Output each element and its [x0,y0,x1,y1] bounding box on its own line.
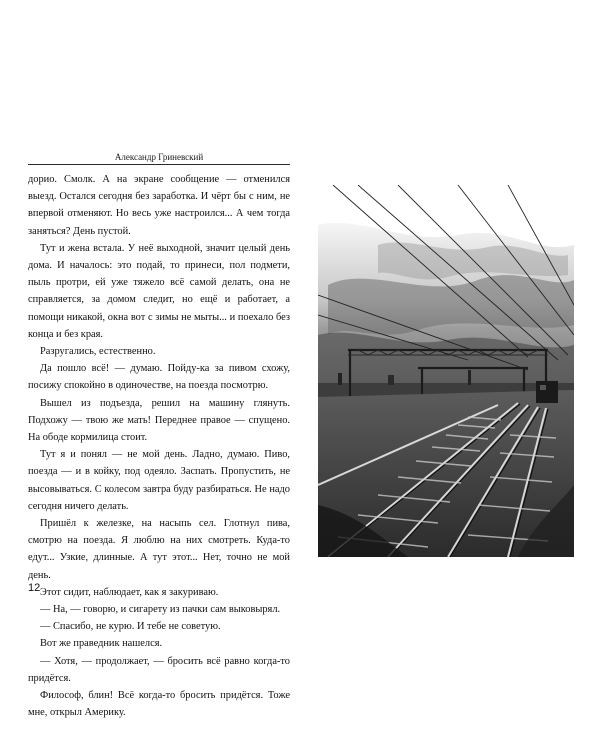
paragraph: Пришёл к железке, на насыпь сел. Глотнул пива, смотрю на поезда. Я люблю на них смотреть. Куда-то едут... Узкие, длинные. А тут этот... Нет, точно не мой день. [28,518,290,581]
paragraph: Вот же праведник нашелся. [40,638,163,650]
paragraph: Вышел из подъезда, решил на машину глянуть. Подхожу — твою же мать! Переднее правое — спущено. На ободе кормилица стоит. [28,397,290,444]
body-text [28,171,290,722]
railway-illustration [318,185,574,557]
paragraph: Разругались, естественно. [40,346,156,358]
paragraph: Тут я и понял — не мой день. Ладно, думаю. Пиво, поезда — и в койку, под одеяло. Заспать. Пропустить, не высовываться. С колесом завтра буду разбираться. Не надо сегодня ничего делать. [28,449,290,512]
page-number: 12 [28,582,41,594]
left-page [28,152,290,722]
running-head: Александр Гриневский [28,152,290,165]
paragraph: дорио. Смолк. А на экране сообщение — отменился выезд. Остался сегодня без заработка. И чёрт бы с ним, не впервой отменяют. Но весь уже настроился... А чем тогда заняться? День пустой. [28,174,290,237]
paragraph: Тут и жена встала. У неё выходной, значит целый день дома. И началось: это подай, то принеси, пол подмети, пыль протри, ей уже тяжело всё самой делать, она не справляется, за домом следит, но ещё и работает, а помощи никакой, окна вот с зимы не мыты... и поехало без конца и без края. [28,242,290,340]
paragraph: — На, — говорю, и сигарету из пачки сам выковырял. [40,604,281,616]
railway-sketch-image [318,185,574,557]
paragraph: — Хотя, — продолжает, — бросить всё равно когда-то придётся. [28,655,290,684]
paragraph: Философ, блин! Всё когда-то бросить придётся. Тоже мне, открыл Америку. [28,690,290,719]
paragraph: Этот сидит, наблюдает, как я закуриваю. [40,586,219,598]
paragraph: Да пошло всё! — думаю. Пойду-ка за пивом схожу, посижу спокойно в одиночестве, на поезда посмотрю. [28,363,290,392]
paragraph: — Спасибо, не курю. И тебе не советую. [40,621,221,633]
